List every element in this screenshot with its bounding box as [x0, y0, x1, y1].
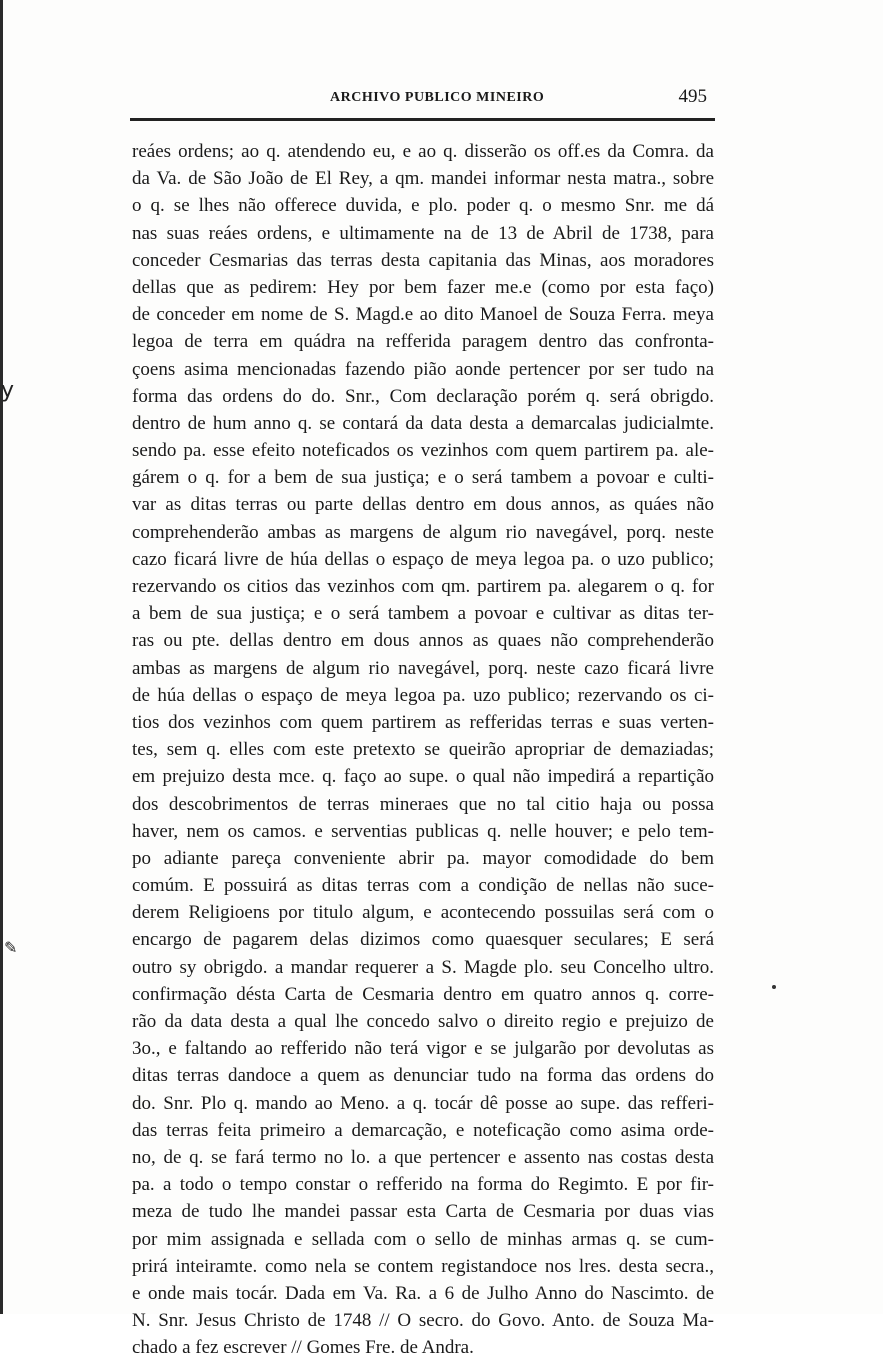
text-line: dellas que as pedirem: Hey por bem fazer me.e (como por esta faço): [132, 276, 714, 298]
text-line: conceder Cesmarias das terras desta capitania das Minas, aos moradores: [132, 249, 714, 271]
text-line: chado a fez escrever // Gomes Fre. de Andra.: [132, 1337, 474, 1359]
text-line: reáes ordens; ao q. atendendo eu, e ao q. disserão os off.es da Comra. da: [132, 141, 714, 162]
margin-hand-icon: ✎: [4, 938, 18, 957]
text-line: po adiante pareça conveniente abrir pa. mayor comodidade do bem: [132, 847, 714, 869]
text-line: e onde mais tocár. Dada em Va. Ra. a 6 de Julho Anno do Nascimto. de: [132, 1282, 714, 1304]
text-line: pa. a todo o tempo constar o refferido na forma do Regimto. E por fir-: [132, 1174, 714, 1196]
page-left-edge: [0, 0, 3, 1314]
document-body: [132, 138, 714, 1361]
header-rule: [130, 118, 715, 121]
text-line: legoa de terra em quádra na refferida paragem dentro das confronta-: [132, 331, 714, 353]
header-title: ARCHIVO PUBLICO MINEIRO: [330, 90, 545, 105]
margin-mark-icon: y: [1, 378, 15, 403]
text-line: tes, sem q. elles com este pretexto se queirão apropriar de demaziadas;: [132, 739, 714, 761]
text-line: cazo ficará livre de húa dellas o espaço de meya legoa pa. o uzo publico;: [132, 548, 714, 570]
text-line: var as ditas terras ou parte dellas dentro em dous annos, as quáes não: [132, 494, 714, 516]
text-line: dentro de hum anno q. se contará da data desta a demarcalas judicialmte.: [132, 412, 714, 434]
text-line: rão da data desta a qual lhe concedo salvo o direito regio e prejuizo de: [132, 1011, 714, 1032]
text-line: ambas as margens de algum rio navegável, porq. neste cazo ficará livre: [132, 657, 714, 679]
text-line: 3o., e faltando ao refferido não terá vigor e se julgarão por devolutas as: [132, 1038, 714, 1060]
running-header: [130, 86, 715, 110]
text-line: çoens asima mencionadas fazendo pião aonde pertencer por ser tudo na: [132, 358, 714, 380]
text-line: N. Snr. Jesus Christo de 1748 // O secro. do Govo. Anto. de Souza Ma-: [132, 1310, 714, 1332]
text-line: haver, nem os camos. e serventias publicas q. nelle houver; e pelo tem-: [132, 820, 714, 842]
text-line: forma das ordens do do. Snr., Com declaração porém q. será obrigdo.: [132, 385, 714, 407]
margin-dot: [772, 985, 776, 989]
text-line: derem Religioens por titulo algum, e acontecendo possuilas será com o: [132, 902, 714, 924]
text-line: comúm. E possuirá as ditas terras com a condição de nellas não suce-: [132, 875, 714, 897]
text-line: confirmação désta Carta de Cesmaria dentro em quatro annos q. corre-: [132, 983, 714, 1005]
text-line: do. Snr. Plo q. mando ao Meno. a q. tocár dê posse ao supe. das refferi-: [132, 1092, 714, 1114]
text-line: a bem de sua justiça; e o será tambem a povoar e cultivar as ditas ter-: [132, 603, 714, 625]
text-line: tios dos vezinhos com quem partirem as refferidas terras e suas verten-: [132, 711, 714, 733]
text-line: encargo de pagarem delas dizimos como quaesquer seculares; E será: [132, 929, 714, 951]
text-line: ditas terras dandoce a quem as denunciar tudo na forma das ordens do: [132, 1065, 714, 1087]
text-line: meza de tudo lhe mandei passar esta Carta de Cesmaria por duas vias: [132, 1201, 714, 1223]
text-line: dos descobrimentos de terras mineraes que no tal citio haja ou possa: [132, 793, 714, 815]
text-line: de húa dellas o espaço de meya legoa pa. uzo publico; rezervando os ci-: [132, 684, 714, 706]
text-line: outro sy obrigdo. a mandar requerer a S. Magde plo. seu Concelho ultro.: [132, 956, 714, 978]
text-line: gárem o q. for a bem de sua justiça; e o será tambem a povoar e culti-: [132, 467, 714, 489]
text-line: das terras feita primeiro a demarcação, e noteficação como asima orde-: [132, 1119, 714, 1141]
text-line: por mim assignada e sellada com o sello de minhas armas q. se cum-: [132, 1228, 714, 1250]
text-line: nas suas reáes ordens, e ultimamente na de 13 de Abril de 1738, para: [132, 222, 714, 244]
page-number: 495: [678, 86, 707, 107]
text-line: ras ou pte. dellas dentro em dous annos as quaes não comprehenderão: [132, 630, 714, 652]
text-line: o q. se lhes não offerece duvida, e plo. poder q. o mesmo Snr. me dá: [132, 195, 714, 217]
text-line: sendo pa. esse efeito noteficados os vezinhos com quem partirem pa. ale-: [132, 440, 714, 462]
text-line: em prejuizo desta mce. q. faço ao supe. o qual não impedirá a repartição: [132, 766, 714, 788]
text-line: rezervando os citios das vezinhos com qm. partirem pa. alegarem o q. for: [132, 576, 714, 597]
text-line: no, de q. se fará termo no lo. a que pertencer e assento nas costas desta: [132, 1146, 714, 1168]
text-line: da Va. de São João de El Rey, a qm. mandei informar nesta matra., sobre: [132, 168, 714, 190]
text-line: comprehenderão ambas as margens de algum rio navegável, porq. neste: [132, 521, 714, 543]
text-line: de conceder em nome de S. Magd.e ao dito Manoel de Souza Ferra. meya: [132, 304, 714, 326]
text-line: prirá inteiramte. como nela se contem registandoce nos lres. desta secra.,: [132, 1255, 714, 1277]
